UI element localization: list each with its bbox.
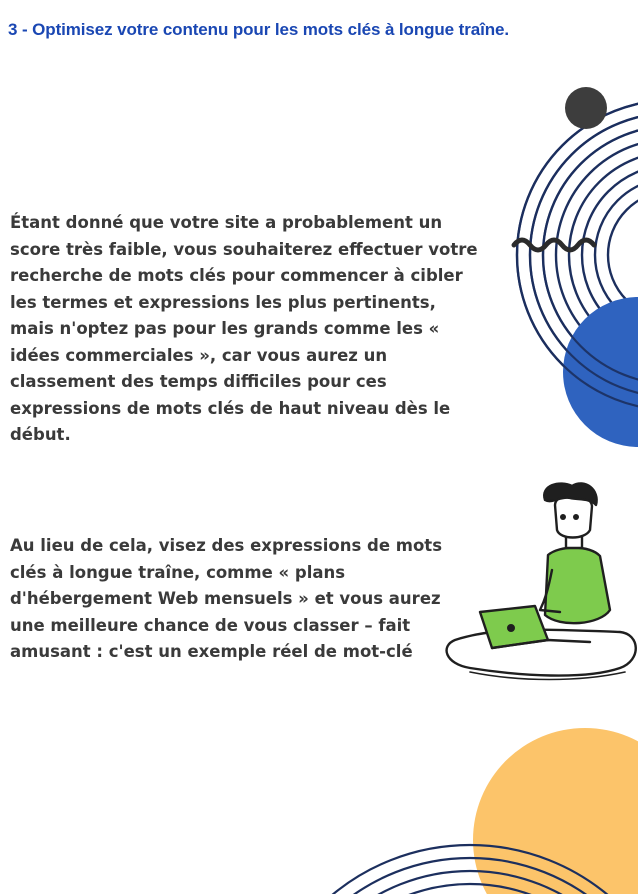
dark-dot-icon [565, 87, 607, 129]
orange-circle-icon [473, 728, 638, 894]
paragraph-intro: Étant donné que votre site a probablement un score très faible, vous souhaiterez effectuer votre recherche de mots clés pour commencer à cibler les termes et expressions les plus pertinents, mais n'optez pas pour les grands comme les « idées commerciales », car vous aurez un classement des temps difficiles pour ces expressions de mots clés de haut niveau dès le début. [10, 213, 478, 444]
page-title: 3 - Optimisez votre contenu pour les mots clés à longue traîne. [8, 20, 509, 39]
paragraph-long-tail: Au lieu de cela, visez des expressions de mots clés à longue traîne, comme « plans d'hébergement Web mensuels » et vous aurez une meilleure chance de vous classer – fait amusant : c'est un exemple réel de mot-clé [10, 536, 443, 661]
person-with-laptop-icon [447, 483, 636, 679]
